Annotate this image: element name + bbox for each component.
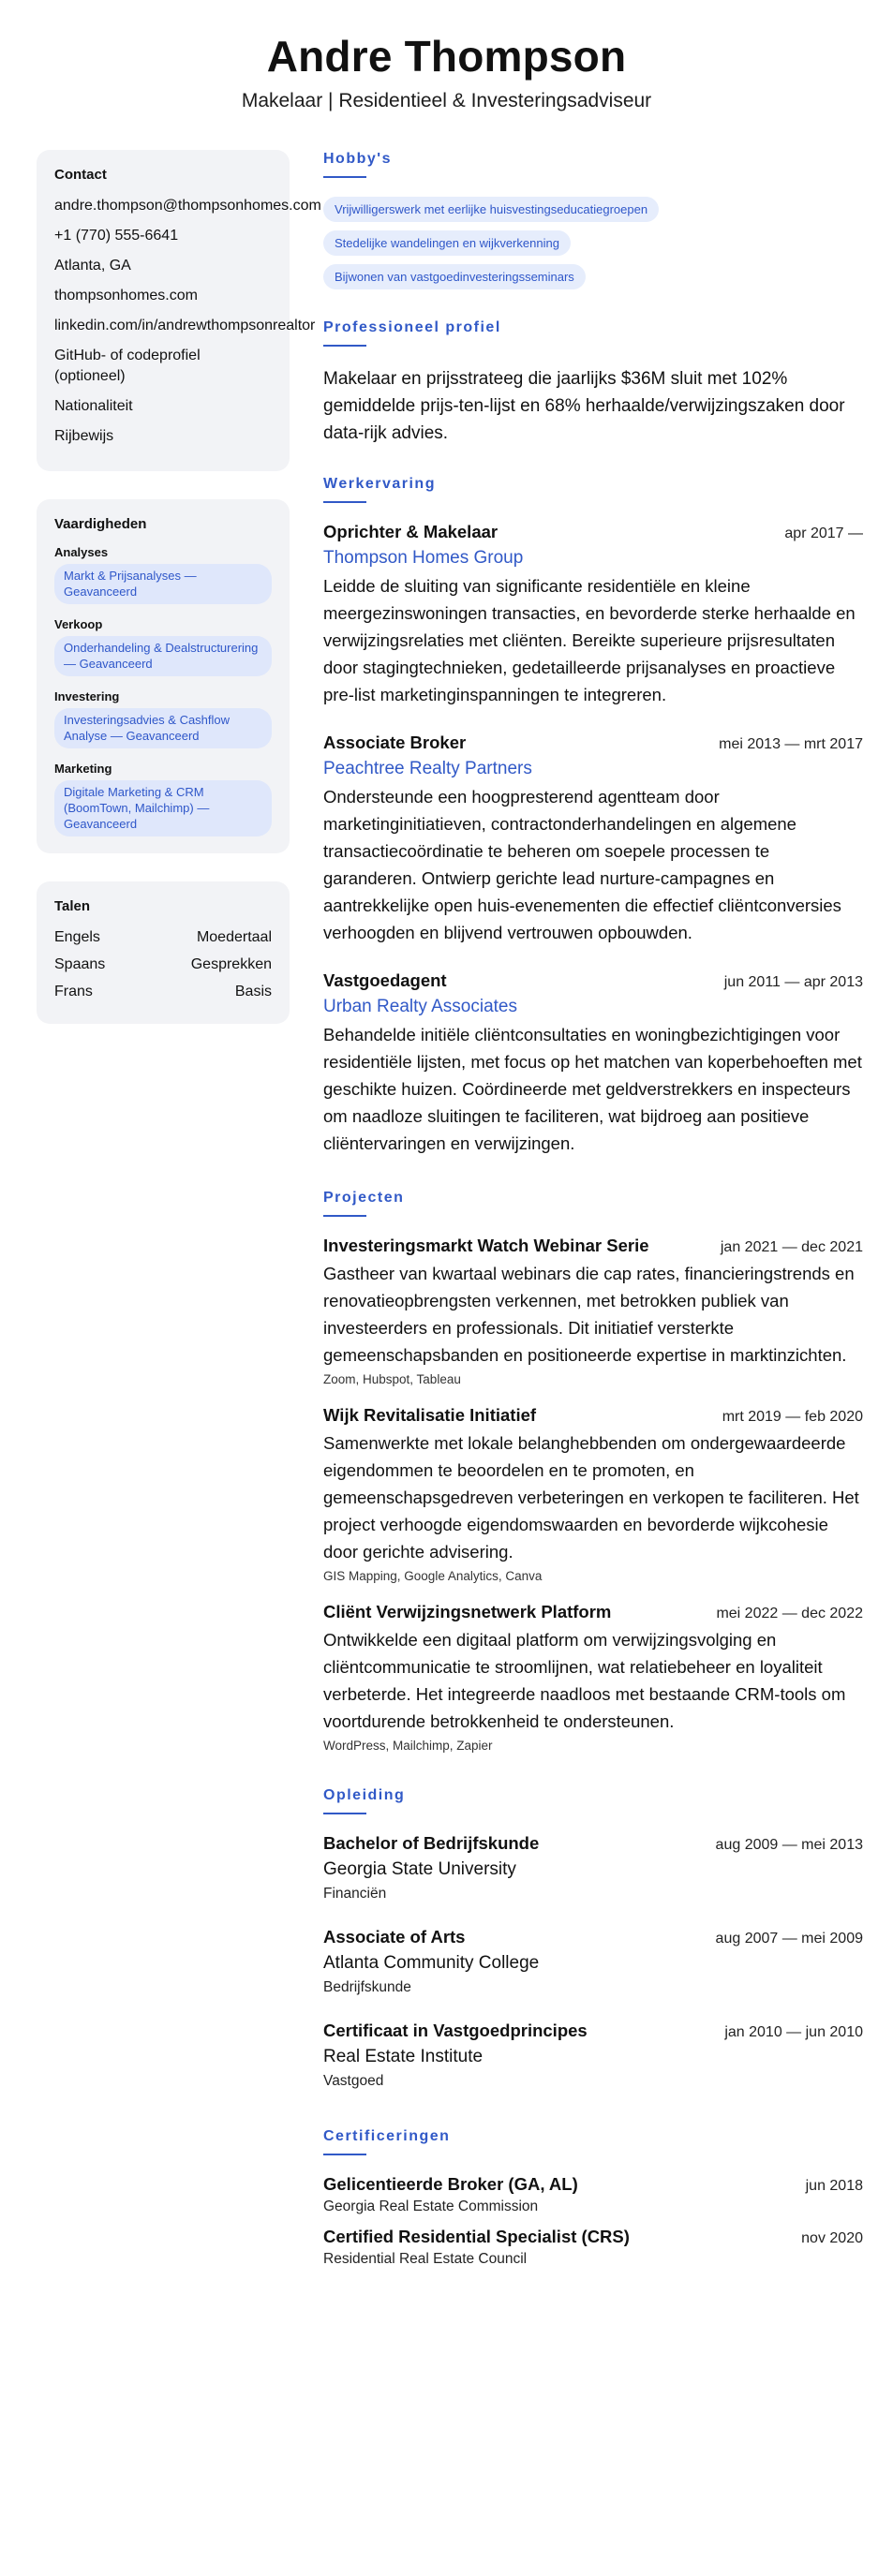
experience-title: Werkervaring <box>323 476 436 492</box>
job-date: mei 2013 — mrt 2017 <box>719 736 863 752</box>
project-name: Investeringsmarkt Watch Webinar Serie <box>323 1236 649 1255</box>
skill-pill: Digitale Marketing & CRM (BoomTown, Mailchimp) — Geavanceerd <box>54 780 272 836</box>
contact-card <box>37 150 321 471</box>
language-level: Gesprekken <box>190 956 272 972</box>
section-divider <box>323 1215 366 1217</box>
contact-linkedin[interactable]: linkedin.com/in/andrewthompsonrealtor <box>54 318 316 333</box>
hobbies-section <box>323 150 863 298</box>
education-title: Opleiding <box>323 1787 406 1803</box>
education-date: jan 2010 — jun 2010 <box>724 2024 863 2040</box>
project-entry <box>323 1602 863 1753</box>
certification-issuer: Georgia Real Estate Commission <box>323 2198 539 2214</box>
education-degree: Associate of Arts <box>323 1927 466 1947</box>
hobby-pill: Vrijwilligerswerk met eerlijke huisvestingseducatiegroepen <box>323 197 659 222</box>
experience-entry <box>323 522 863 708</box>
skills-title: Vaardigheden <box>54 516 147 532</box>
language-row <box>54 982 272 1002</box>
hobby-pill: Stedelijke wandelingen en wijkverkenning <box>323 230 571 256</box>
skill-group-title: Marketing <box>54 762 112 776</box>
job-company: Thompson Homes Group <box>323 548 524 568</box>
certifications-section <box>323 2127 863 2268</box>
certification-date: nov 2020 <box>801 2230 863 2246</box>
project-name: Wijk Revitalisatie Initiatief <box>323 1405 537 1425</box>
profile-text: Makelaar en prijsstrateeg die jaarlijks $36M sluit met 102% gemiddelde prijs-ten-lijst en 68% herhaalde/verwijzingszaken door data-rijk advies. <box>323 369 845 443</box>
skill-group-title: Verkoop <box>54 617 103 631</box>
experience-entry <box>323 970 863 1157</box>
certification-entry <box>323 2174 863 2215</box>
certification-name: Certified Residential Specialist (CRS) <box>323 2227 630 2246</box>
education-field: Bedrijfskunde <box>323 1979 411 1995</box>
sidebar <box>37 150 321 1052</box>
education-school: Atlanta Community College <box>323 1953 540 1973</box>
education-date: aug 2009 — mei 2013 <box>715 1837 863 1853</box>
language-name: Frans <box>54 984 93 999</box>
project-tools: Zoom, Hubspot, Tableau <box>323 1372 461 1386</box>
profile-section <box>323 318 863 447</box>
language-level: Moedertaal <box>196 929 272 945</box>
language-name: Engels <box>54 929 100 945</box>
education-entry <box>323 1927 863 1996</box>
section-divider <box>323 501 366 503</box>
projects-section <box>323 1189 863 1753</box>
skill-pill: Markt & Prijsanalyses — Geavanceerd <box>54 564 272 604</box>
certifications-title: Certificeringen <box>323 2128 451 2144</box>
education-school: Real Estate Institute <box>323 2047 484 2066</box>
job-role: Vastgoedagent <box>323 970 447 990</box>
education-field: Vastgoed <box>323 2073 384 2089</box>
skill-group <box>54 545 272 604</box>
education-section <box>323 1786 863 2090</box>
languages-title: Talen <box>54 898 91 914</box>
project-description: Gastheer van kwartaal webinars die cap rates, financieringstrends en renovatieopbrengsten verkennen, met betrokken publiek van investeerders en professionals. Dit initiatief versterkte gemeenschapsbanden en positioneerde expertise in marktinzichten. <box>323 1264 855 1365</box>
job-description: Behandelde initiële cliëntconsultaties en woningbezichtigingen voor residentiële lijsten, met focus op het matchen van koperbehoeften met geschikte huizen. Coördineerde met geldverstrekkers en inspecteurs om naadloze sluitingen te faciliteren, wat bijdroeg aan positieve cliëntervaringen en verwijzingen. <box>323 1025 862 1153</box>
hobbies-title: Hobby's <box>323 151 392 167</box>
certification-entry <box>323 2227 863 2268</box>
profile-title: Professioneel profiel <box>323 319 501 335</box>
contact-github: GitHub- of codeprofiel (optioneel) <box>54 348 201 384</box>
project-date: mrt 2019 — feb 2020 <box>722 1409 863 1425</box>
certification-name: Gelicentieerde Broker (GA, AL) <box>323 2174 578 2194</box>
section-divider <box>323 176 366 178</box>
language-row <box>54 955 272 975</box>
experience-section <box>323 475 863 1157</box>
project-date: mei 2022 — dec 2022 <box>716 1606 863 1621</box>
job-date: apr 2017 — <box>784 526 863 541</box>
contact-email[interactable]: andre.thompson@thompsonhomes.com <box>54 198 321 214</box>
job-description: Ondersteunde een hoogpresterend agentteam door marketinginitiatieven, contractonderhandelingen en algemene transactiecoördinatie te beheren om soepele processen te garanderen. Ontwierp gerichte lead nurture-campagnes en aantrekkelijke open huis-evenementen die effectief cliëntconversies verhoogden en blijvend vertrouwen opbouwden. <box>323 787 841 942</box>
candidate-headline: Makelaar | Residentieel & Investeringsadviseur <box>241 90 652 111</box>
section-divider <box>323 1813 366 1814</box>
job-company: Peachtree Realty Partners <box>323 759 532 778</box>
job-role: Oprichter & Makelaar <box>323 522 499 541</box>
skills-card <box>37 499 290 853</box>
hobby-list <box>323 197 863 298</box>
languages-card <box>37 881 290 1024</box>
skill-group <box>54 762 272 836</box>
project-description: Samenwerkte met lokale belanghebbenden om ondergewaardeerde eigendommen te beoordelen en te promoten, en gemeenschapsgedreven verbeteringen en verkopen te faciliteren. Het project verhoogde eigendomswaarden en bevorderde wijkcohesie door gerichte advisering. <box>323 1433 859 1562</box>
section-divider <box>323 345 366 347</box>
education-entry <box>323 1833 863 1902</box>
language-level: Basis <box>234 984 272 999</box>
contact-phone[interactable]: +1 (770) 555-6641 <box>54 228 179 244</box>
contact-nationality: Nationaliteit <box>54 398 133 414</box>
resume-header <box>0 28 893 114</box>
skill-pill: Investeringsadvies & Cashflow Analyse — Geavanceerd <box>54 708 272 748</box>
project-description: Ontwikkelde een digitaal platform om verwijzingsvolging en cliëntcommunicatie te stroomlijnen, wat relatiebeheer en loyaliteit verbeterde. Het integreerde naadloos met bestaande CRM-tools om voortdurende betrokkenheid te ondersteunen. <box>323 1630 846 1731</box>
skill-group <box>54 689 272 748</box>
section-divider <box>323 2154 366 2155</box>
main-column <box>323 150 863 2279</box>
education-field: Financiën <box>323 1886 387 1902</box>
job-role: Associate Broker <box>323 733 467 752</box>
education-degree: Certificaat in Vastgoedprincipes <box>323 2021 588 2040</box>
project-name: Cliënt Verwijzingsnetwerk Platform <box>323 1602 612 1621</box>
projects-title: Projecten <box>323 1190 405 1206</box>
certification-date: jun 2018 <box>805 2178 863 2194</box>
education-date: aug 2007 — mei 2009 <box>715 1931 863 1947</box>
skill-group-title: Investering <box>54 689 120 703</box>
contact-title: Contact <box>54 167 107 183</box>
skill-group <box>54 617 272 676</box>
job-description: Leidde de sluiting van significante residentiële en kleine meergezinswoningen transacties, en bevorderde sterke herhaalde en verwijzingsrelaties met cliënten. Bereikte superieure prijsresultaten door stagingtechnieken, gedetailleerde prijsanalyses en proactieve pre-list marketinginspanningen te integreren. <box>323 576 856 704</box>
hobby-pill: Bijwonen van vastgoedinvesteringsseminars <box>323 264 586 289</box>
language-row <box>54 927 272 948</box>
education-entry <box>323 2021 863 2090</box>
project-entry <box>323 1405 863 1583</box>
candidate-name: Andre Thompson <box>266 32 627 81</box>
contact-license: Rijbewijs <box>54 428 114 444</box>
project-tools: WordPress, Mailchimp, Zapier <box>323 1739 493 1753</box>
education-degree: Bachelor of Bedrijfskunde <box>323 1833 540 1853</box>
contact-location: Atlanta, GA <box>54 258 131 274</box>
project-entry <box>323 1236 863 1386</box>
project-tools: GIS Mapping, Google Analytics, Canva <box>323 1569 543 1583</box>
experience-entry <box>323 733 863 946</box>
contact-website[interactable]: thompsonhomes.com <box>54 288 198 303</box>
certification-issuer: Residential Real Estate Council <box>323 2251 528 2267</box>
skill-pill: Onderhandeling & Dealstructurering — Geavanceerd <box>54 636 272 676</box>
job-date: jun 2011 — apr 2013 <box>723 974 863 990</box>
education-school: Georgia State University <box>323 1859 516 1879</box>
project-date: jan 2021 — dec 2021 <box>720 1239 863 1255</box>
language-name: Spaans <box>54 956 106 972</box>
job-company: Urban Realty Associates <box>323 997 517 1016</box>
skill-group-title: Analyses <box>54 545 109 559</box>
